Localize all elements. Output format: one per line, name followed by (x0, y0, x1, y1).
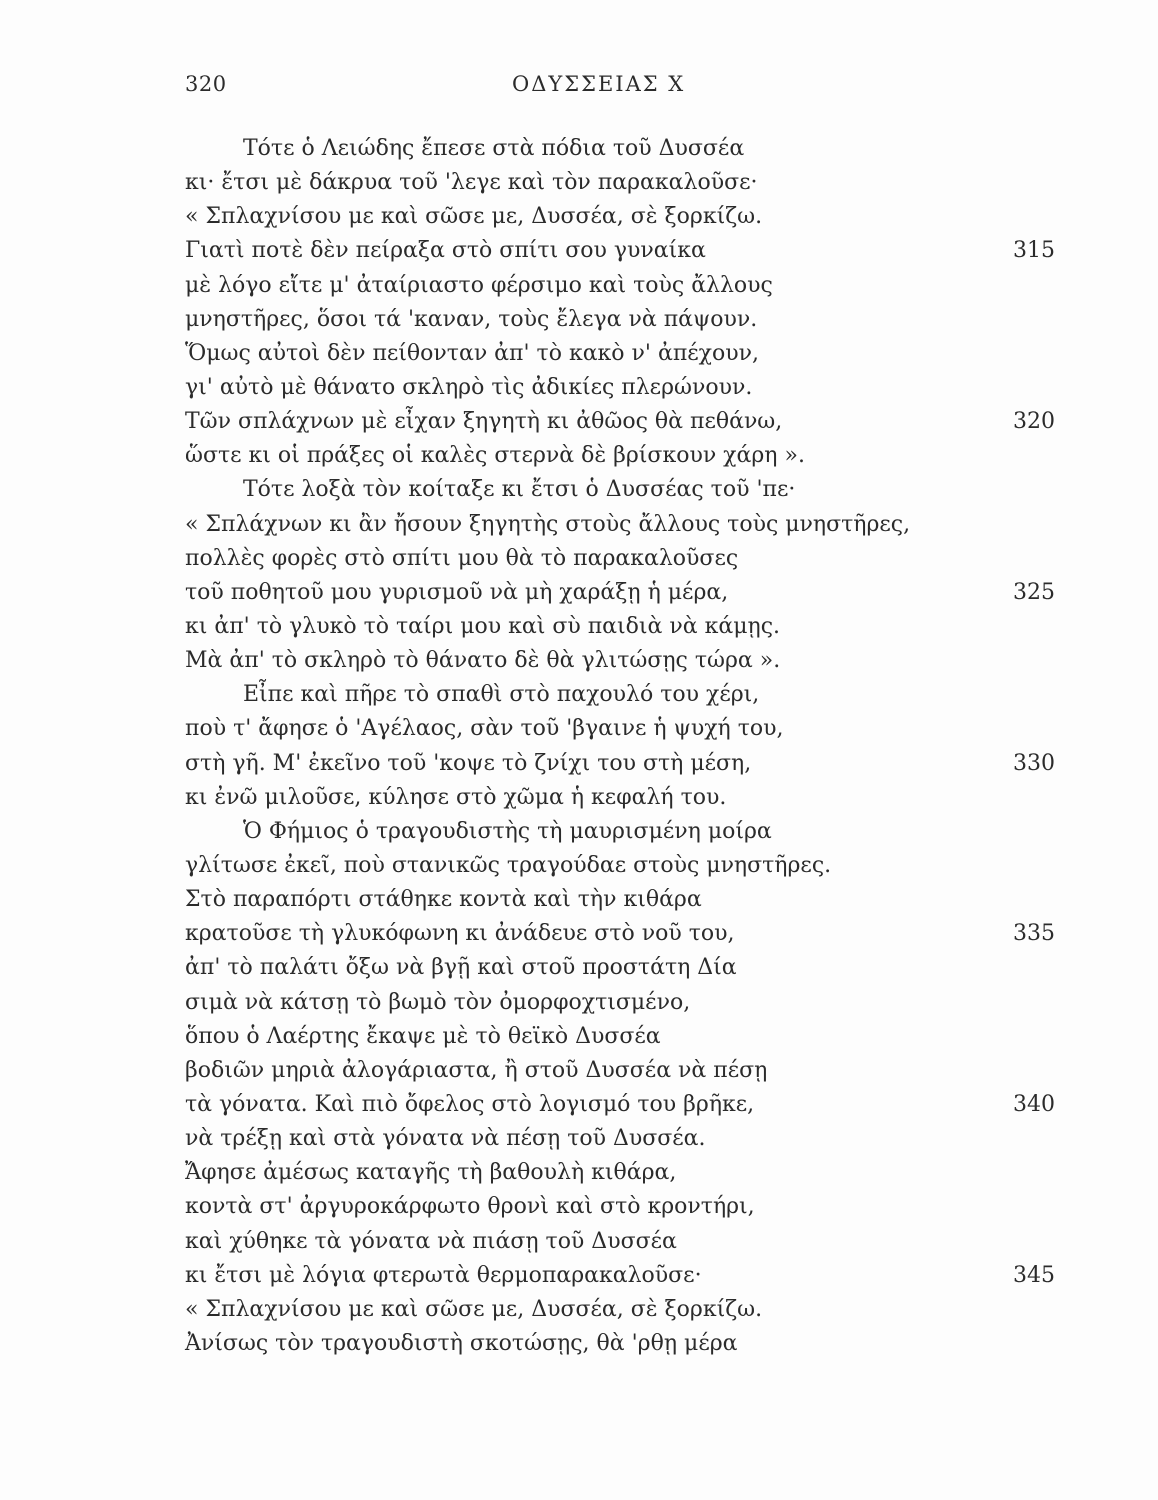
verse-line-text: « Σπλαχνίσου με καὶ σῶσε με, Δυσσέα, σὲ ξορκίζω. (185, 1296, 763, 1322)
verse-line-text: κι ἔτσι μὲ λόγια φτερωτὰ θερμοπαρακαλοῦσε· (185, 1262, 702, 1288)
verse-line (185, 986, 1055, 1020)
verse-text-block (185, 132, 1055, 1361)
verse-line-text: Ὅμως αὐτοὶ δὲν πείθονταν ἀπ' τὸ κακὸ ν' ἀπέχουν, (185, 340, 759, 366)
verse-line-text: Τότε ὁ Λειώδης ἔπεσε στὰ πόδια τοῦ Δυσσέα (243, 136, 745, 161)
verse-line (185, 473, 1055, 507)
verse-line (185, 542, 1055, 576)
verse-line-text: γλίτωσε ἐκεῖ, ποὺ στανικῶς τραγούδαε στοὺς μνηστῆρες. (185, 852, 832, 878)
verse-line-text: κρατοῦσε τὴ γλυκόφωνη κι ἀνάδευε στὸ νοῦ του, (185, 921, 735, 947)
verse-number: 335 (1013, 921, 1055, 947)
verse-line (185, 917, 1055, 951)
verse-line-text: κι ἀπ' τὸ γλυκὸ τὸ ταίρι μου καὶ σὺ παιδιὰ νὰ κάμῃς. (185, 613, 781, 639)
verse-number: 315 (1013, 238, 1055, 264)
verse-line-text: νὰ τρέξῃ καὶ στὰ γόνατα νὰ πέσῃ τοῦ Δυσσέα. (185, 1126, 706, 1152)
verse-line (185, 1054, 1055, 1088)
verse-line (185, 269, 1055, 303)
verse-line (185, 678, 1055, 712)
verse-line (185, 166, 1055, 200)
page-number: 320 (185, 72, 227, 96)
verse-line-text: μὲ λόγο εἴτε μ' ἀταίριαστο φέρσιμο καὶ τοὺς ἄλλους (185, 272, 773, 298)
verse-line (185, 644, 1055, 678)
verse-line-text: πολλὲς φορὲς στὸ σπίτι μου θὰ τὸ παρακαλοῦσες (185, 545, 739, 571)
verse-line-text: Ἄφησε ἀμέσως καταγῆς τὴ βαθουλὴ κιθάρα, (185, 1160, 677, 1186)
verse-number: 320 (1013, 409, 1055, 435)
verse-line-text: τὰ γόνατα. Καὶ πιὸ ὄφελος στὸ λογισμό του βρῆκε, (185, 1091, 755, 1117)
verse-line-text: ἀπ' τὸ παλάτι ὄξω νὰ βγῇ καὶ στοῦ προστάτη Δία (185, 955, 737, 981)
verse-line-text: κι ἐνῶ μιλοῦσε, κύλησε στὸ χῶμα ἡ κεφαλή του. (185, 784, 727, 810)
verse-line-text: ποὺ τ' ἄφησε ὁ 'Αγέλαος, σὰν τοῦ 'βγαινε ἡ ψυχή του, (185, 716, 784, 742)
verse-line-text: κοντὰ στ' ἀργυροκάρφωτο θρονὶ καὶ στὸ κροντήρι, (185, 1194, 755, 1220)
verse-line (185, 1327, 1055, 1361)
verse-line-text: Μὰ ἀπ' τὸ σκληρὸ τὸ θάνατο δὲ θὰ γλιτώσῃς τώρα ». (185, 648, 781, 674)
verse-line (185, 747, 1055, 781)
verse-line-text: ὥστε κι οἱ πράξες οἱ καλὲς στερνὰ δὲ βρίσκουν χάρη ». (185, 443, 805, 469)
verse-number: 340 (1013, 1091, 1055, 1117)
verse-line (185, 1225, 1055, 1259)
verse-line-text: Ἀνίσως τὸν τραγουδιστὴ σκοτώσῃς, θὰ 'ρθῃ μέρα (185, 1330, 738, 1356)
verse-line-text: κι· ἔτσι μὲ δάκρυα τοῦ 'λεγε καὶ τὸν παρακαλοῦσε· (185, 170, 758, 196)
verse-line (185, 1259, 1055, 1293)
verse-line-text: σιμὰ νὰ κάτσῃ τὸ βωμὸ τὸν ὀμορφοχτισμένο, (185, 989, 691, 1015)
verse-line-text: βοδιῶν μηριὰ ἀλογάριαστα, ἢ στοῦ Δυσσέα νὰ πέσῃ (185, 1057, 768, 1083)
verse-line-text: Στὸ παραπόρτι στάθηκε κοντὰ καὶ τὴν κιθάρα (185, 887, 702, 913)
verse-line (185, 234, 1055, 268)
verse-line-text: γι' αὐτὸ μὲ θάνατο σκληρὸ τὶς ἀδικίες πλερώνουν. (185, 374, 753, 400)
verse-line (185, 849, 1055, 883)
verse-line (185, 1122, 1055, 1156)
verse-line-text: Εἶπε καὶ πῆρε τὸ σπαθὶ στὸ παχουλό του χέρι, (243, 682, 760, 708)
verse-line (185, 815, 1055, 849)
verse-number: 345 (1013, 1262, 1055, 1288)
verse-line-text: τοῦ ποθητοῦ μου γυρισμοῦ νὰ μὴ χαράξῃ ἡ μέρα, (185, 579, 729, 605)
verse-line-text: στὴ γῆ. Μ' ἐκεῖνο τοῦ 'κοψε τὸ ζνίχι του στὴ μέση, (185, 750, 752, 776)
verse-line-text: Τότε λοξὰ τὸν κοίταξε κι ἔτσι ὁ Δυσσέας τοῦ 'πε· (243, 477, 796, 503)
verse-number: 330 (1013, 750, 1055, 776)
verse-line-text: « Σπλάχνων κι ἂν ἤσουν ξηγητὴς στοὺς ἄλλους τοὺς μνηστῆρες, (185, 511, 911, 537)
verse-line (185, 508, 1055, 542)
verse-line (185, 1088, 1055, 1122)
verse-line (185, 200, 1055, 234)
verse-line (185, 337, 1055, 371)
page-header (185, 72, 1045, 106)
verse-line (185, 303, 1055, 337)
verse-line (185, 576, 1055, 610)
verse-line (185, 781, 1055, 815)
verse-line-text: Ὁ Φήμιος ὁ τραγουδιστὴς τὴ μαυρισμένη μοίρα (243, 818, 772, 844)
verse-line-text: καὶ χύθηκε τὰ γόνατα νὰ πιάσῃ τοῦ Δυσσέα (185, 1228, 677, 1254)
running-title: ΟΔΥΣΣΕΙΑΣ Χ (512, 72, 686, 96)
verse-line (185, 439, 1055, 473)
verse-number: 325 (1013, 579, 1055, 605)
verse-line-text: ὅπου ὁ Λαέρτης ἔκαψε μὲ τὸ θεϊκὸ Δυσσέα (185, 1023, 661, 1049)
verse-line (185, 405, 1055, 439)
verse-line (185, 132, 1055, 166)
verse-line (185, 951, 1055, 985)
verse-line (185, 1156, 1055, 1190)
verse-line-text: Γιατὶ ποτὲ δὲν πείραξα στὸ σπίτι σου γυναίκα (185, 238, 706, 264)
verse-line (185, 1293, 1055, 1327)
verse-line-text: « Σπλαχνίσου με καὶ σῶσε με, Δυσσέα, σὲ ξορκίζω. (185, 204, 763, 230)
verse-line (185, 1190, 1055, 1224)
verse-line-text: μνηστῆρες, ὅσοι τά 'καναν, τοὺς ἔλεγα νὰ πάψουν. (185, 306, 758, 332)
verse-line (185, 712, 1055, 746)
verse-line-text: Τῶν σπλάχνων μὲ εἶχαν ξηγητὴ κι ἀθῶος θὰ πεθάνω, (185, 409, 783, 435)
verse-line (185, 883, 1055, 917)
verse-line (185, 610, 1055, 644)
verse-line (185, 371, 1055, 405)
verse-line (185, 1020, 1055, 1054)
